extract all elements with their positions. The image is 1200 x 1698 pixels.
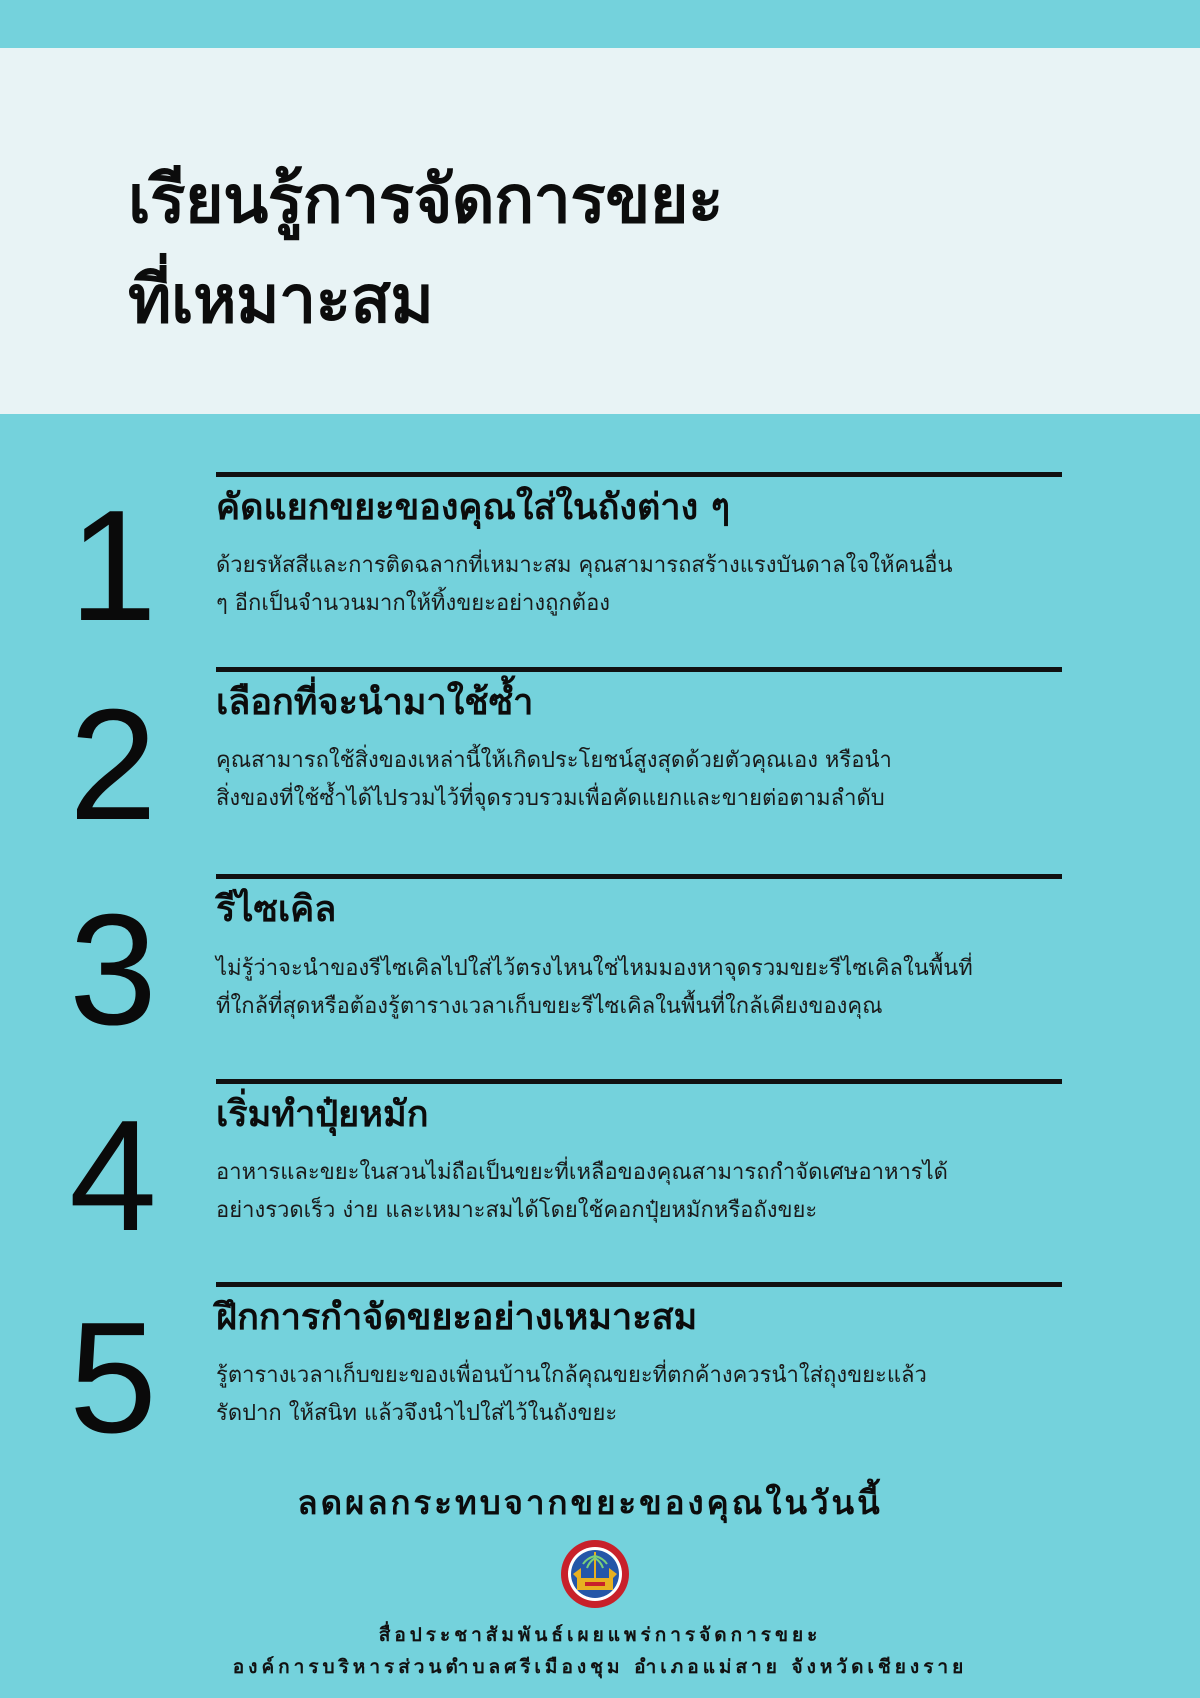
step-number: 3 <box>69 882 157 1058</box>
step-body <box>216 547 1076 623</box>
step-divider <box>216 667 1062 672</box>
step-body-line: สิ่งของที่ใช้ซ้ำได้ไปรวมไว้ที่จุดรวบรวมเพื่อคัดแยกและขายต่อตามลำดับ <box>216 786 885 811</box>
step-title: คัดแยกขยะของคุณใส่ในถังต่าง ๆ <box>216 487 731 528</box>
step-body-line: รู้ตารางเวลาเก็บขยะของเพื่อนบ้านใกล้คุณขยะที่ตกค้างควรนำใส่ถุงขยะแล้ว <box>216 1363 927 1388</box>
step-body-line: คุณสามารถใช้สิ่งของเหล่านี้ให้เกิดประโยชน์สูงสุดด้วยตัวคุณเอง หรือนำ <box>216 748 892 773</box>
step-body-line: รัดปาก ให้สนิท แล้วจึงนำไปใส่ไว้ในถังขยะ <box>216 1401 618 1426</box>
footer-line-1: สื่อประชาสัมพันธ์เผยแพร่การจัดการขยะ <box>378 1624 822 1646</box>
step-body-line: ๆ อีกเป็นจำนวนมากให้ทิ้งขยะอย่างถูกต้อง <box>216 591 611 616</box>
tagline: ลดผลกระทบจากขยะของคุณในวันนี้ <box>297 1483 883 1522</box>
step-divider <box>216 1079 1062 1084</box>
footer-line-2: องค์การบริหารส่วนตำบลศรีเมืองชุม อำเภอแม่สาย จังหวัดเชียงราย <box>232 1656 968 1678</box>
step-body <box>216 742 1076 818</box>
step-number: 5 <box>69 1290 157 1466</box>
title-line-2: ที่เหมาะสม <box>128 261 434 338</box>
step-number: 4 <box>69 1088 157 1264</box>
step-title: ฝึกการกำจัดขยะอย่างเหมาะสม <box>216 1297 698 1338</box>
step-body-line: อาหารและขยะในสวนไม่ถือเป็นขยะที่เหลือของคุณสามารถกำจัดเศษอาหารได้ <box>216 1160 948 1185</box>
step-body-line: ด้วยรหัสสีและการติดฉลากที่เหมาะสม คุณสามารถสร้างแรงบันดาลใจให้คนอื่น <box>216 553 953 578</box>
step-body-line: ที่ใกล้ที่สุดหรือต้องรู้ตารางเวลาเก็บขยะรีไซเคิลในพื้นที่ใกล้เคียงของคุณ <box>216 994 883 1019</box>
step-divider <box>216 1282 1062 1287</box>
step-title: รีไซเคิล <box>216 889 337 930</box>
step-body <box>216 1357 1076 1433</box>
page-title <box>128 150 723 350</box>
step-number: 1 <box>69 478 157 654</box>
step-divider <box>216 472 1062 477</box>
step-number: 2 <box>69 677 157 853</box>
step-title: เริ่มทำปุ๋ยหมัก <box>216 1094 429 1135</box>
organization-seal-icon <box>559 1538 631 1610</box>
step-body <box>216 1154 1076 1230</box>
step-divider <box>216 874 1062 879</box>
step-body-line: ไม่รู้ว่าจะนำของรีไซเคิลไปใส่ไว้ตรงไหนใช่ไหมมองหาจุดรวมขยะรีไซเคิลในพื้นที่ <box>216 956 973 981</box>
step-body-line: อย่างรวดเร็ว ง่าย และเหมาะสมได้โดยใช้คอกปุ๋ยหมักหรือถังขยะ <box>216 1198 818 1223</box>
step-title: เลือกที่จะนำมาใช้ซ้ำ <box>216 682 534 723</box>
step-body <box>216 950 1076 1026</box>
title-line-1: เรียนรู้การจัดการขยะ <box>128 161 723 238</box>
